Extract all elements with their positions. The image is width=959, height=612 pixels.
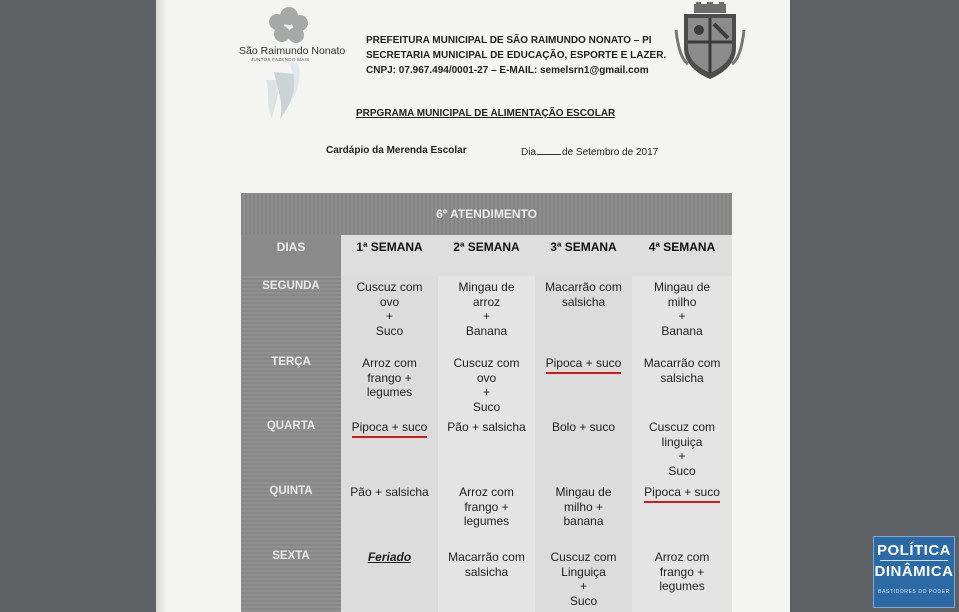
meal-cell	[535, 546, 632, 612]
meal-line: milho	[667, 294, 697, 309]
meal-line: frango +	[659, 564, 705, 579]
meal-cell	[438, 546, 535, 612]
meal-line: +	[678, 309, 686, 323]
meal-line: ovo	[476, 370, 497, 385]
meal-line: Banana	[661, 323, 703, 338]
city-subtitle: JUNTOS FAZENDO MAIS	[251, 57, 310, 62]
meal-line: frango +	[367, 370, 412, 385]
meal-line: Mingau de	[654, 280, 711, 294]
table-title: 6º ATENDIMENTO	[241, 193, 732, 235]
meal-cell	[438, 481, 535, 546]
meal-cell	[438, 416, 535, 481]
meal-cell	[341, 546, 438, 612]
meal-line: Macarrão com	[643, 356, 721, 370]
paper-edge-shadow	[156, 0, 166, 612]
table-row	[241, 352, 732, 416]
header-line-prefeitura: PREFEITURA MUNICIPAL DE SÃO RAIMUNDO NONATO – PI	[366, 35, 652, 46]
days-header: DIAS	[241, 235, 341, 276]
meal-line: Macarrão com	[448, 550, 525, 564]
watermark-divider	[880, 560, 948, 561]
meal-cell	[341, 276, 438, 352]
week-header-row	[241, 235, 732, 276]
meal-line: Suco	[472, 399, 501, 414]
header-line-cnpj: CNPJ: 07.967.494/0001-27 – E-MAIL: semelsrn1@gmail.com	[366, 65, 649, 76]
meal-line: +	[678, 449, 686, 463]
meal-line: legumes	[659, 579, 705, 593]
holiday-label: Feriado	[367, 550, 412, 564]
meal-cell	[535, 276, 632, 352]
highlighted-meal: Pipoca + suco	[644, 485, 720, 503]
meal-menu-table	[241, 193, 732, 612]
meal-line: salsicha	[464, 564, 509, 579]
date-blank	[537, 154, 561, 155]
meal-line: Cuscuz com	[649, 420, 716, 434]
meal-line: Pão + salsicha	[447, 420, 526, 434]
day-label: SEXTA	[241, 546, 341, 612]
table-row	[241, 481, 732, 546]
date-prefix: Dia	[521, 147, 537, 158]
table-row	[241, 546, 732, 612]
meal-line: Mingau de	[555, 485, 612, 499]
meal-cell	[341, 416, 438, 481]
meal-cell	[535, 481, 632, 546]
meal-line: Suco	[375, 323, 404, 338]
meal-line: arroz	[472, 294, 501, 309]
table-title-row	[241, 193, 732, 235]
meal-cell	[632, 276, 732, 352]
meal-line: +	[482, 385, 490, 399]
city-logo-icon	[236, 2, 336, 122]
scanned-document	[156, 0, 790, 612]
meal-line: Arroz com	[654, 550, 710, 564]
day-label: TERÇA	[241, 352, 341, 416]
politica-dinamica-watermark	[873, 536, 955, 608]
meal-cell	[632, 352, 732, 416]
meal-line: legumes	[366, 385, 413, 399]
table-row	[241, 416, 732, 481]
meal-cell	[632, 546, 732, 612]
meal-line: Mingau de	[458, 280, 515, 294]
meal-line: linguiça	[661, 434, 703, 449]
meal-line: Arroz com	[459, 485, 514, 499]
meal-cell	[341, 481, 438, 546]
meal-line: Macarrão com	[545, 280, 622, 294]
meal-line: Cuscuz com	[453, 356, 520, 370]
meal-cell	[438, 276, 535, 352]
meal-line: Linguiça	[561, 564, 606, 579]
coat-of-arms-icon	[674, 2, 746, 80]
date-line	[521, 147, 658, 158]
meal-line: banana	[563, 514, 604, 528]
meal-line: Bolo + suco	[551, 420, 616, 434]
meal-line: Suco	[569, 593, 598, 608]
week-header: 4ª SEMANA	[632, 235, 732, 276]
menu-label: Cardápio da Merenda Escolar	[326, 145, 467, 156]
table-row	[241, 276, 732, 352]
highlighted-meal: Pipoca + suco	[352, 420, 428, 438]
watermark-line1: POLÍTICA	[877, 542, 951, 559]
meal-line: salsicha	[561, 294, 606, 309]
week-header: 3ª SEMANA	[535, 235, 632, 276]
meal-line: legumes	[463, 514, 510, 528]
meal-line: Suco	[668, 463, 696, 478]
meal-cell	[632, 481, 732, 546]
header-line-secretaria: SECRETARIA MUNICIPAL DE EDUCAÇÃO, ESPORTE E LAZER.	[366, 50, 667, 61]
meal-line: Pão + salsicha	[350, 485, 429, 499]
highlighted-meal: Pipoca + suco	[546, 356, 622, 374]
city-name: São Raimundo Nonato	[239, 45, 346, 57]
day-label: QUARTA	[241, 416, 341, 481]
watermark-tagline: BASTIDORES DO PODER	[878, 589, 950, 595]
meal-line: +	[579, 579, 587, 593]
meal-line: Cuscuz com	[356, 280, 423, 294]
meal-line: frango +	[464, 499, 509, 514]
week-header: 1ª SEMANA	[341, 235, 438, 276]
meal-line: +	[482, 309, 490, 323]
meal-cell	[535, 416, 632, 481]
meal-cell	[341, 352, 438, 416]
meal-cell	[438, 352, 535, 416]
day-label: QUINTA	[241, 481, 341, 546]
meal-line: Banana	[465, 323, 508, 338]
meal-line: milho +	[563, 499, 604, 514]
week-header: 2ª SEMANA	[438, 235, 535, 276]
meal-cell	[632, 416, 732, 481]
meal-line: Arroz com	[362, 356, 417, 370]
meal-cell	[535, 352, 632, 416]
meal-line: +	[385, 309, 393, 323]
meal-line: salsicha	[660, 370, 704, 385]
day-label: SEGUNDA	[241, 276, 341, 352]
meal-line: Cuscuz com	[550, 550, 617, 564]
watermark-line2: DINÂMICA	[874, 563, 954, 580]
meal-line: ovo	[379, 294, 400, 309]
program-title: PRPGRAMA MUNICIPAL DE ALIMENTAÇÃO ESCOLAR	[356, 108, 616, 119]
date-suffix: de Setembro de 2017	[562, 147, 659, 158]
